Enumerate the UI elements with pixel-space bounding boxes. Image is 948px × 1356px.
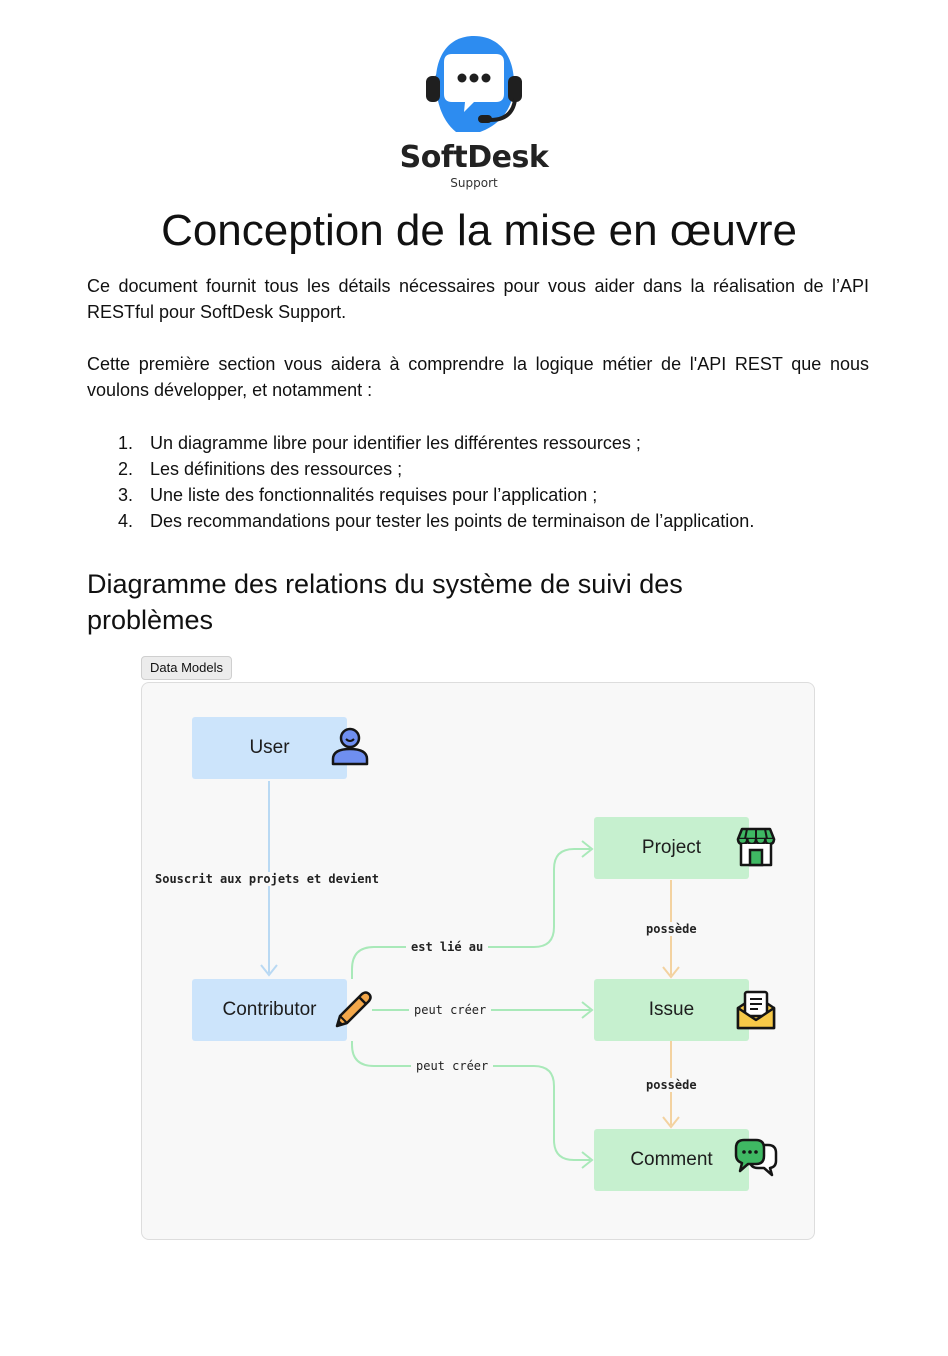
- node-comment: [594, 1129, 749, 1191]
- list-item: 4. Des recommandations pour tester les points de terminaison de l’application.: [118, 511, 755, 531]
- intro-paragraph: Ce document fournit tous les détails nécessaires pour vous aider dans la réalisation de l’API RESTful pour SoftDesk Support.: [87, 276, 869, 322]
- edge-label-project-issue: possède: [641, 922, 702, 936]
- envelope-icon: [734, 988, 778, 1032]
- section-intro-paragraph: Cette première section vous aidera à comprendre la logique métier de l'API REST que nous voulons développer, et notamment :: [87, 354, 869, 400]
- data-models-tag: Data Models: [141, 656, 232, 680]
- node-comment-label: Comment: [630, 1149, 713, 1170]
- relations-diagram: [141, 682, 815, 1240]
- edge-label-contributor-comment: peut créer: [411, 1059, 493, 1073]
- node-issue-label: Issue: [648, 999, 695, 1020]
- pencil-icon: [331, 988, 375, 1032]
- brand-subtitle: Support: [450, 176, 498, 190]
- edge-label-contributor-issue: peut créer: [409, 1003, 491, 1017]
- user-icon: [328, 724, 372, 768]
- list-item: 2. Les définitions des ressources ;: [118, 459, 403, 479]
- edge-label-issue-comment: possède: [641, 1078, 702, 1092]
- node-issue: [594, 979, 749, 1041]
- feature-list: [118, 430, 754, 534]
- list-item: 3. Une liste des fonctionnalités requises pour l’application ;: [118, 485, 598, 505]
- edge-contributor-project: [352, 849, 590, 979]
- page-title: Conception de la mise en œuvre: [161, 206, 797, 255]
- node-contributor: [192, 979, 347, 1041]
- node-project-label: Project: [641, 837, 702, 858]
- edge-label-user-contributor: Souscrit aux projets et devient: [150, 872, 384, 886]
- list-item: 1. Un diagramme libre pour identifier les différentes ressources ;: [118, 433, 641, 453]
- node-user-label: User: [249, 737, 290, 758]
- brand-name: SoftDesk: [399, 140, 549, 175]
- node-project: [594, 817, 749, 879]
- node-contributor-label: Contributor: [222, 999, 317, 1020]
- speech-bubbles-icon: [734, 1137, 778, 1181]
- node-user: [192, 717, 347, 779]
- store-icon: [734, 825, 778, 869]
- edge-label-contributor-project: est lié au: [406, 940, 488, 954]
- diagram-heading: Diagramme des relations du système de suivi des problèmes: [87, 569, 683, 635]
